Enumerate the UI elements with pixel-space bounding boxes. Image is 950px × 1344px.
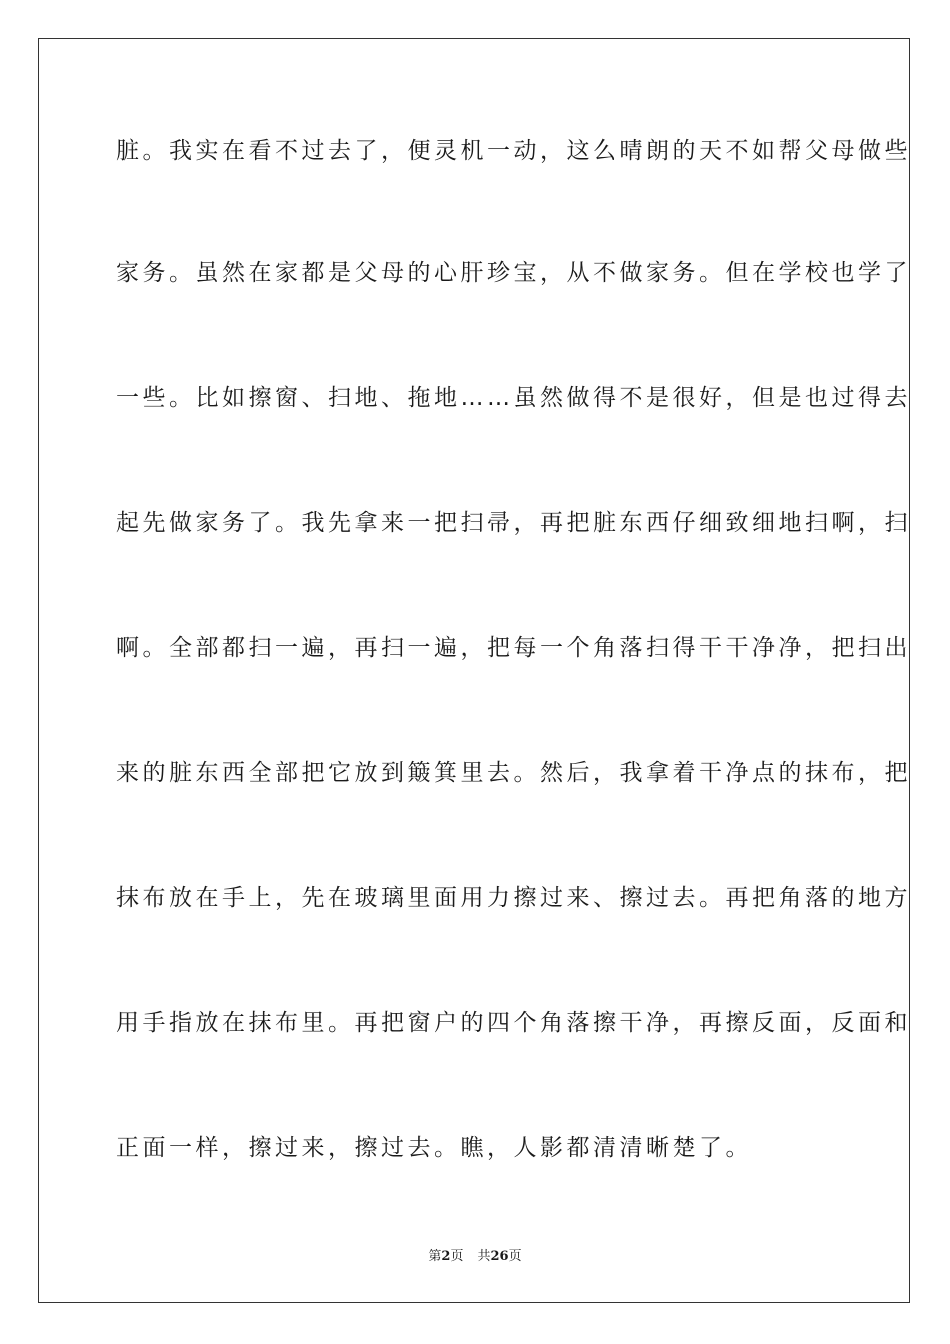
page-footer (0, 1248, 950, 1266)
text-line: 用手指放在抹布里。再把窗户的四个角落擦干净，再擦反面，反面和 (116, 1010, 911, 1036)
page-current: 2 (441, 1249, 451, 1264)
text-line: 啊。全部都扫一遍，再扫一遍，把每一个角落扫得干干净净，把扫出 (116, 635, 911, 661)
text-line: 起先做家务了。我先拿来一把扫帚，再把脏东西仔细致细地扫啊，扫 (116, 510, 911, 536)
text-line: 来的脏东西全部把它放到簸箕里去。然后，我拿着干净点的抹布，把 (116, 760, 911, 786)
total-prefix: 共 (477, 1249, 491, 1264)
total-suffix: 页 (508, 1249, 522, 1264)
page-prefix: 第 (428, 1249, 442, 1264)
text-line: 一些。比如擦窗、扫地、拖地……虽然做得不是很好，但是也过得去 (116, 385, 911, 411)
page-border (38, 38, 910, 1303)
text-line: 抹布放在手上，先在玻璃里面用力擦过来、擦过去。再把角落的地方 (116, 885, 911, 911)
text-line: 正面一样，擦过来，擦过去。瞧，人影都清清晰楚了。 (116, 1135, 752, 1161)
text-line: 脏。我实在看不过去了，便灵机一动，这么晴朗的天不如帮父母做些 (116, 138, 911, 164)
page-total: 26 (490, 1249, 509, 1264)
page-suffix: 页 (450, 1249, 464, 1264)
text-line: 家务。虽然在家都是父母的心肝珍宝，从不做家务。但在学校也学了 (116, 260, 911, 286)
